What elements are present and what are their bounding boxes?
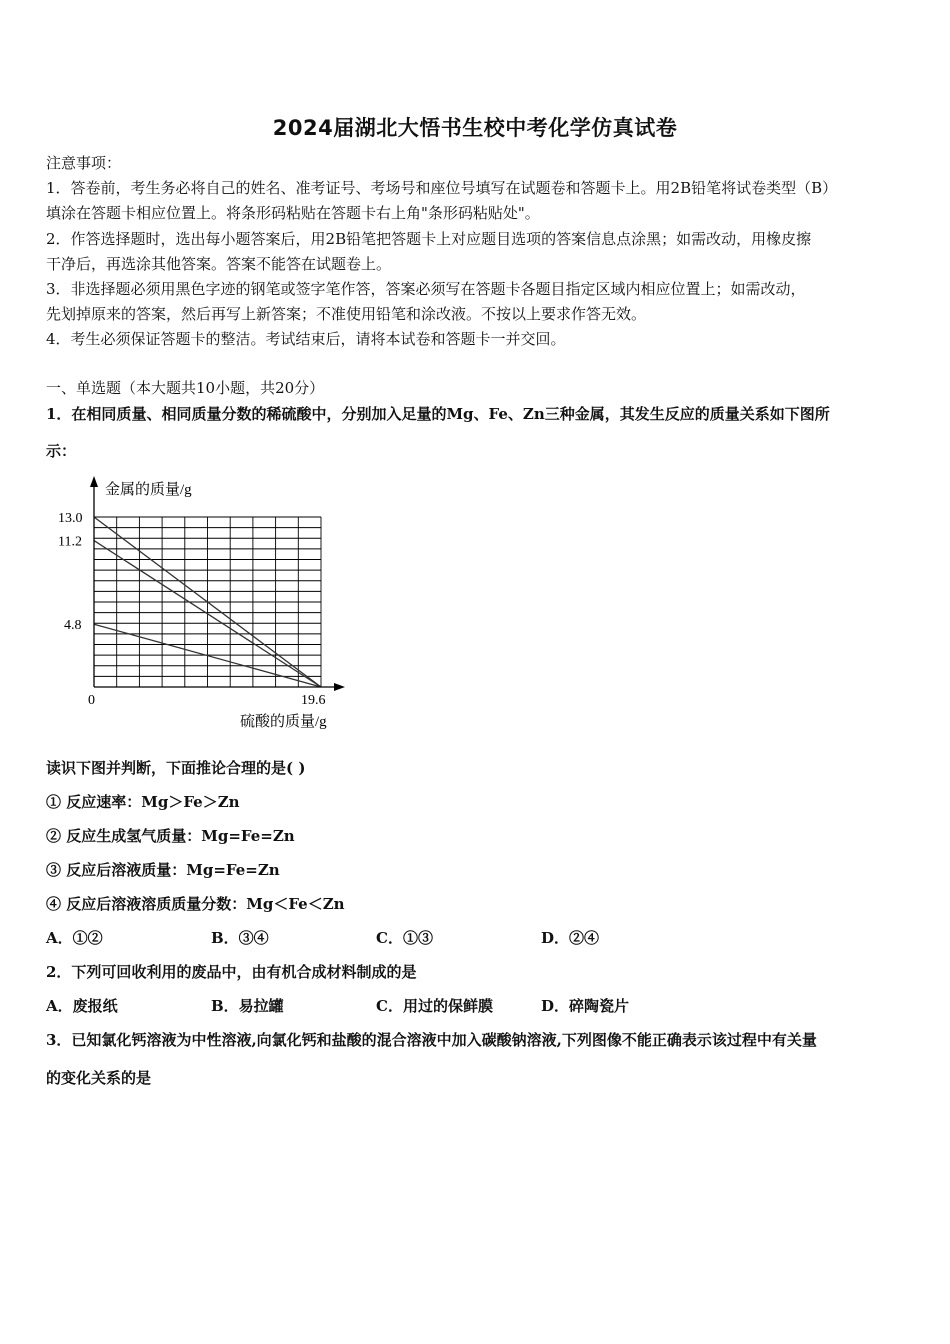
q2-option-a[interactable]: A．废报纸 xyxy=(46,997,118,1015)
mass-relation-chart xyxy=(55,470,365,735)
notice-heading: 注意事项： xyxy=(46,154,122,172)
question-1-prompt: 读识下图并判断，下面推论合理的是( ) xyxy=(46,759,306,777)
q1-option-c[interactable]: C．①③ xyxy=(376,929,433,947)
page-title: 2024届湖北大悟书生校中考化学仿真试卷 xyxy=(272,116,678,140)
x-axis-arrow xyxy=(334,683,345,691)
notice-line: 干净后，再选涂其他答案。答案不能答在试题卷上。 xyxy=(46,255,392,273)
statement: ③ 反应后溶液质量：Mg=Fe=Zn xyxy=(46,861,280,879)
section-heading: 一、单选题（本大题共10小题，共20分） xyxy=(46,379,325,397)
notice-line: 填涂在答题卡相应位置上。将条形码粘贴在答题卡右上角"条形码粘贴处"。 xyxy=(46,204,540,222)
y-axis-arrow xyxy=(90,476,98,487)
question-2-stem: 2．下列可回收利用的废品中，由有机合成材料制成的是 xyxy=(46,963,417,981)
statement: ② 反应生成氢气质量：Mg=Fe=Zn xyxy=(46,827,295,845)
question-3-stem-cont: 的变化关系的是 xyxy=(46,1069,152,1087)
y-axis-label: 金属的质量/g xyxy=(105,482,192,498)
statement: ④ 反应后溶液溶质质量分数：Mg＜Fe＜Zn xyxy=(46,895,345,913)
notice-line: 4．考生必须保证答题卡的整洁。考试结束后，请将本试卷和答题卡一并交回。 xyxy=(46,330,566,348)
question-1-stem-cont: 示： xyxy=(46,442,77,460)
x-axis-label: 硫酸的质量/g xyxy=(240,714,327,730)
y-tick-label: 11.2 xyxy=(58,534,82,550)
origin-label: 0 xyxy=(88,693,95,708)
y-tick-label: 13.0 xyxy=(58,511,83,526)
q2-option-d[interactable]: D．碎陶瓷片 xyxy=(541,997,630,1015)
q1-option-d[interactable]: D．②④ xyxy=(541,929,600,947)
notice-line: 2．作答选择题时，选出每小题答案后，用2B铅笔把答题卡上对应题目选项的答案信息点涂黑；如需改动，用橡皮擦 xyxy=(46,230,812,248)
question-3-stem: 3．已知氯化钙溶液为中性溶液,向氯化钙和盐酸的混合溶液中加入碳酸钠溶液,下列图像不能正确表示该过程中有关量 xyxy=(46,1031,817,1049)
q1-option-a[interactable]: A．①② xyxy=(46,929,103,947)
notice-line: 1．答卷前，考生务必将自己的姓名、准考证号、考场号和座位号填写在试题卷和答题卡上。用2B铅笔将试卷类型（B） xyxy=(46,179,838,197)
x-tick-label: 19.6 xyxy=(301,693,326,708)
notice-line: 3．非选择题必须用黑色字迹的钢笔或签字笔作答，答案必须写在答题卡各题目指定区域内相应位置上；如需改动， xyxy=(46,280,806,298)
question-1-stem: 1．在相同质量、相同质量分数的稀硫酸中，分别加入足量的Mg、Fe、Zn三种金属，其发生反应的质量关系如下图所 xyxy=(46,405,830,423)
q2-option-b[interactable]: B．易拉罐 xyxy=(211,997,284,1015)
statement: ① 反应速率：Mg＞Fe＞Zn xyxy=(46,793,240,811)
notice-line: 先划掉原来的答案，然后再写上新答案；不准使用铅笔和涂改液。不按以上要求作答无效。 xyxy=(46,305,647,323)
q2-option-c[interactable]: C．用过的保鲜膜 xyxy=(376,997,493,1015)
q1-option-b[interactable]: B．③④ xyxy=(211,929,269,947)
y-tick-label: 4.8 xyxy=(64,618,82,634)
